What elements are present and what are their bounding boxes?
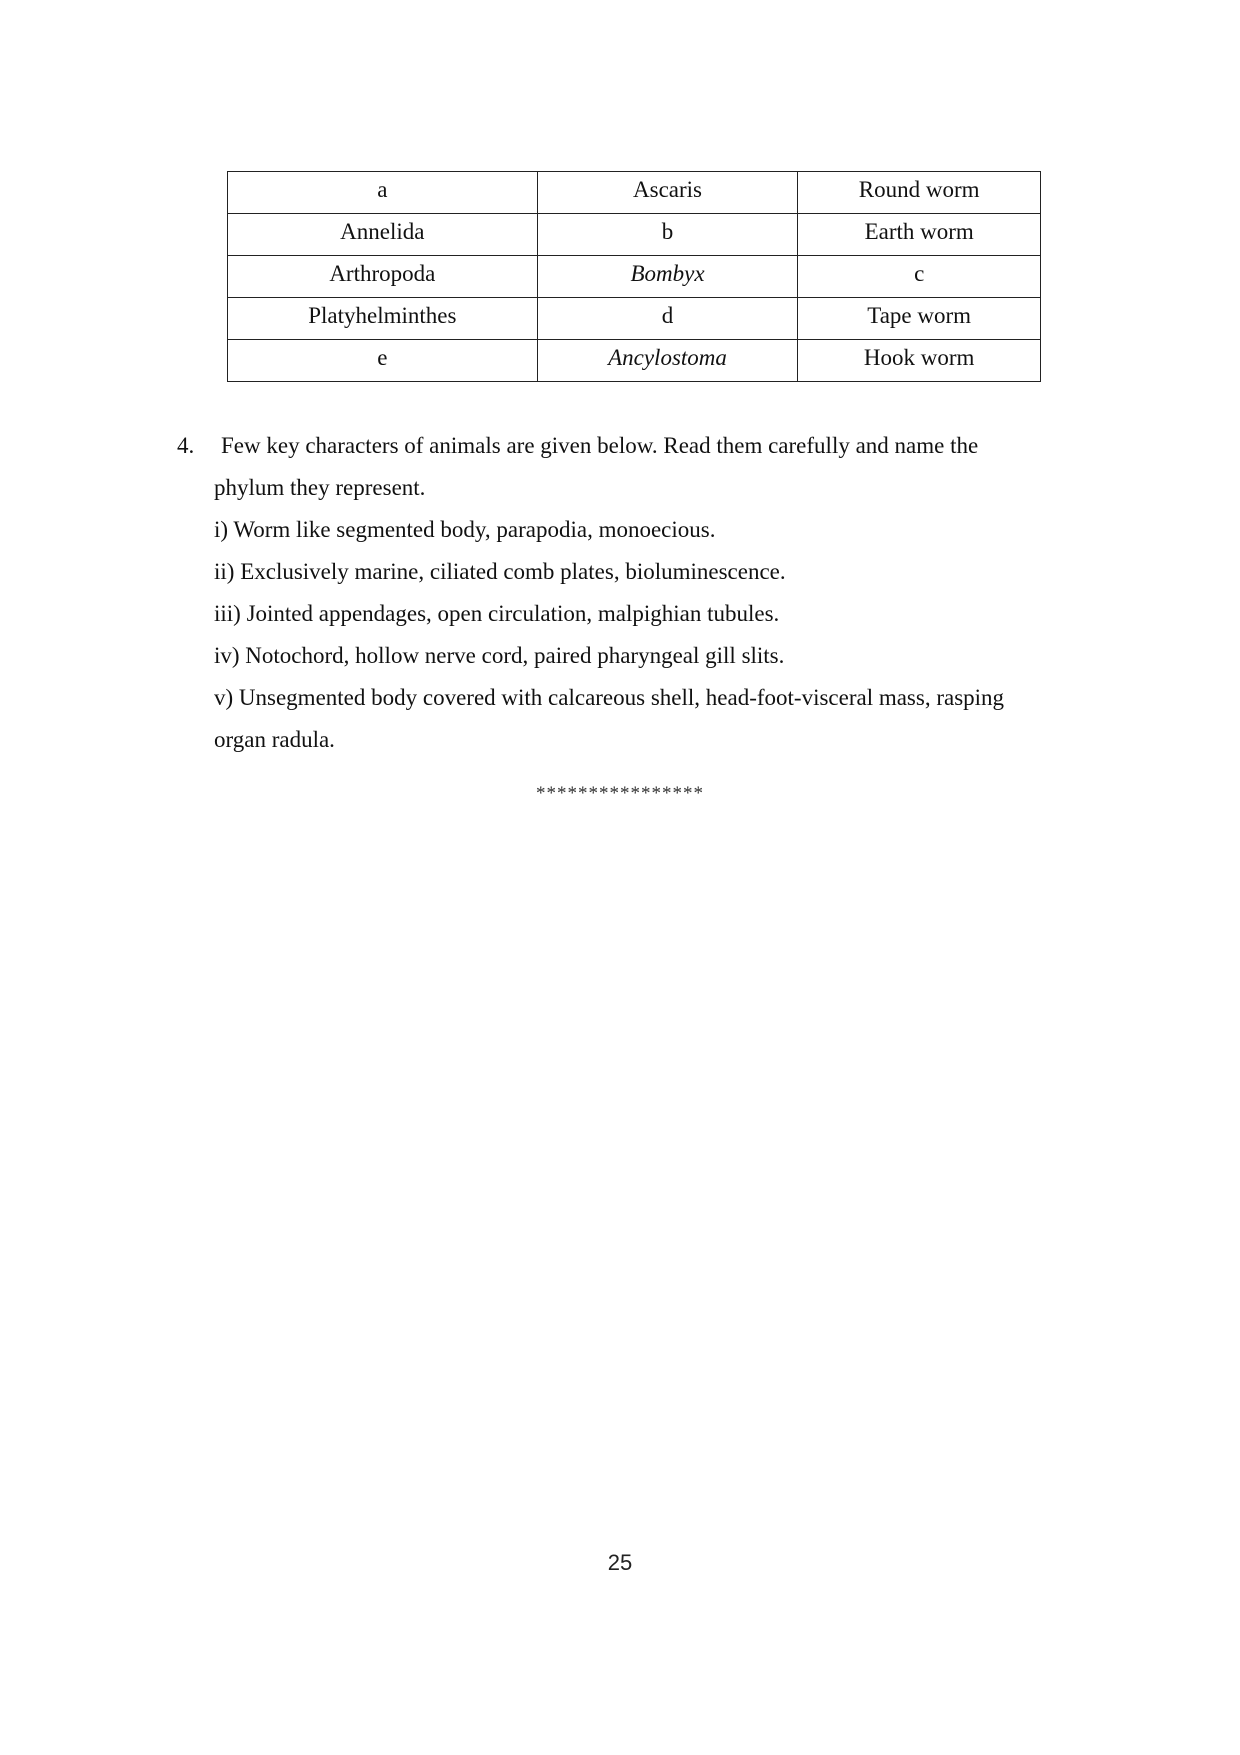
list-item: i) Worm like segmented body, parapodia, monoecious. bbox=[214, 517, 716, 542]
table-cell: d bbox=[537, 298, 798, 340]
table-row bbox=[228, 256, 1041, 298]
section-divider: **************** bbox=[536, 783, 704, 804]
table-row bbox=[228, 172, 1041, 214]
table-row bbox=[228, 214, 1041, 256]
table-cell: Ancylostoma bbox=[537, 340, 798, 382]
table-row bbox=[228, 298, 1041, 340]
table-cell: Arthropoda bbox=[228, 256, 538, 298]
question-number: 4. bbox=[177, 433, 195, 458]
table-cell: Tape worm bbox=[798, 298, 1041, 340]
table-cell: Earth worm bbox=[798, 214, 1041, 256]
question-4 bbox=[177, 425, 1077, 761]
table-cell: e bbox=[228, 340, 538, 382]
list-item-continuation: organ radula. bbox=[214, 727, 335, 752]
list-item: v) Unsegmented body covered with calcareous shell, head-foot-visceral mass, rasping bbox=[214, 685, 1005, 710]
table-cell: b bbox=[537, 214, 798, 256]
table-cell: Hook worm bbox=[798, 340, 1041, 382]
page-number: 25 bbox=[607, 1550, 633, 1575]
table-cell: Bombyx bbox=[537, 256, 798, 298]
table-cell: Platyhelminthes bbox=[228, 298, 538, 340]
list-item: ii) Exclusively marine, ciliated comb plates, bioluminescence. bbox=[214, 559, 786, 584]
question-stem-line-2: phylum they represent. bbox=[214, 475, 426, 500]
table-cell: a bbox=[228, 172, 538, 214]
table-cell: c bbox=[798, 256, 1041, 298]
table-cell: Ascaris bbox=[537, 172, 798, 214]
question-stem-text: Few key characters of animals are given below. Read them carefully and name the bbox=[221, 433, 979, 458]
list-item: iii) Jointed appendages, open circulation, malpighian tubules. bbox=[214, 601, 780, 626]
question-stem-line-1 bbox=[177, 425, 1077, 467]
table-cell: Annelida bbox=[228, 214, 538, 256]
table-cell: Round worm bbox=[798, 172, 1041, 214]
phylum-example-table bbox=[227, 171, 1041, 382]
table-row bbox=[228, 340, 1041, 382]
list-item: iv) Notochord, hollow nerve cord, paired pharyngeal gill slits. bbox=[214, 643, 785, 668]
